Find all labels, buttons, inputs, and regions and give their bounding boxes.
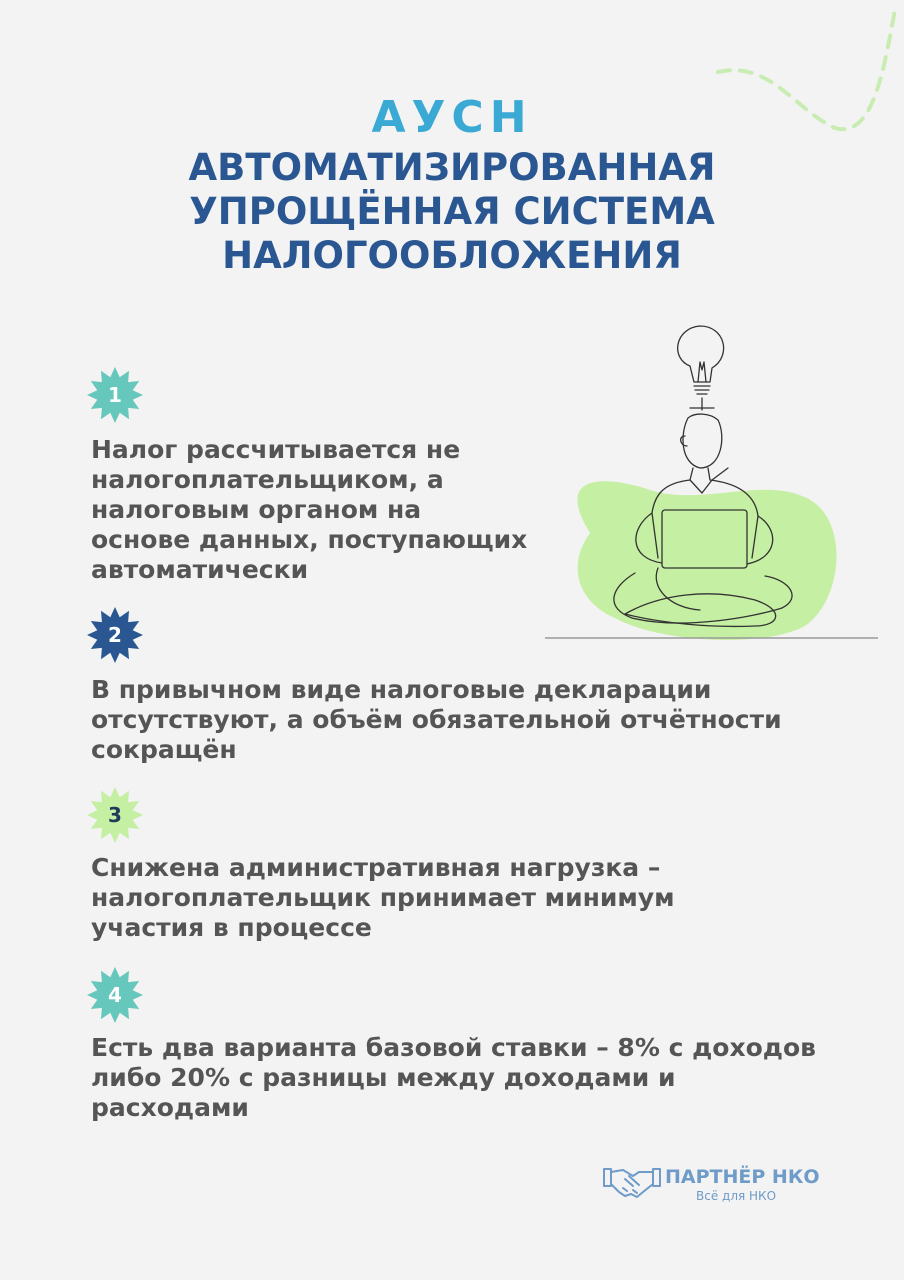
item-text-1	[91, 435, 527, 585]
item-line: автоматически	[91, 555, 309, 584]
item-line: основе данных, поступающих	[91, 525, 528, 554]
item-line: Налог рассчитывается не	[91, 435, 461, 464]
item-line: В привычном виде налоговые декларации	[91, 675, 712, 704]
number-badge-1	[86, 366, 144, 424]
item-line: Есть два варианта базовой ставки – 8% с доходов	[91, 1033, 816, 1062]
number-badge-4	[86, 966, 144, 1024]
handshake-icon	[603, 1164, 661, 1200]
item-text-2	[91, 675, 782, 765]
badge-number: 1	[108, 383, 122, 407]
title-abbreviation: АУСН	[371, 92, 533, 143]
number-badge-3	[86, 786, 144, 844]
item-line: отсутствуют, а объём обязательной отчётности	[91, 705, 782, 734]
item-line: налогоплательщиком, а	[91, 465, 444, 494]
item-line: либо 20% с разницы между доходами и	[91, 1063, 676, 1092]
item-line: участия в процессе	[91, 913, 372, 942]
item-text-3	[91, 853, 675, 943]
logo-name: ПАРТНЁР НКО	[665, 1166, 820, 1188]
number-badge-2	[86, 606, 144, 664]
title-line: УПРОЩЁННАЯ СИСТЕМА	[189, 190, 715, 233]
badge-number: 4	[108, 983, 122, 1007]
title-line: АВТОМАТИЗИРОВАННАЯ	[188, 146, 716, 189]
partner-nko-logo	[603, 1160, 823, 1206]
badge-number: 3	[108, 803, 122, 827]
item-line: Снижена административная нагрузка –	[91, 853, 661, 882]
item-line: налогоплательщик принимает минимум	[91, 883, 675, 912]
item-line: сокращён	[91, 735, 237, 764]
title-line: НАЛОГООБЛОЖЕНИЯ	[222, 234, 682, 277]
item-line: расходами	[91, 1093, 249, 1122]
badge-number: 2	[108, 623, 122, 647]
logo-tagline: Всё для НКО	[696, 1189, 777, 1203]
lightbulb-person-illustration	[540, 318, 885, 648]
item-line: налоговым органом на	[91, 495, 422, 524]
item-text-4	[91, 1033, 816, 1123]
page-title	[0, 146, 904, 278]
